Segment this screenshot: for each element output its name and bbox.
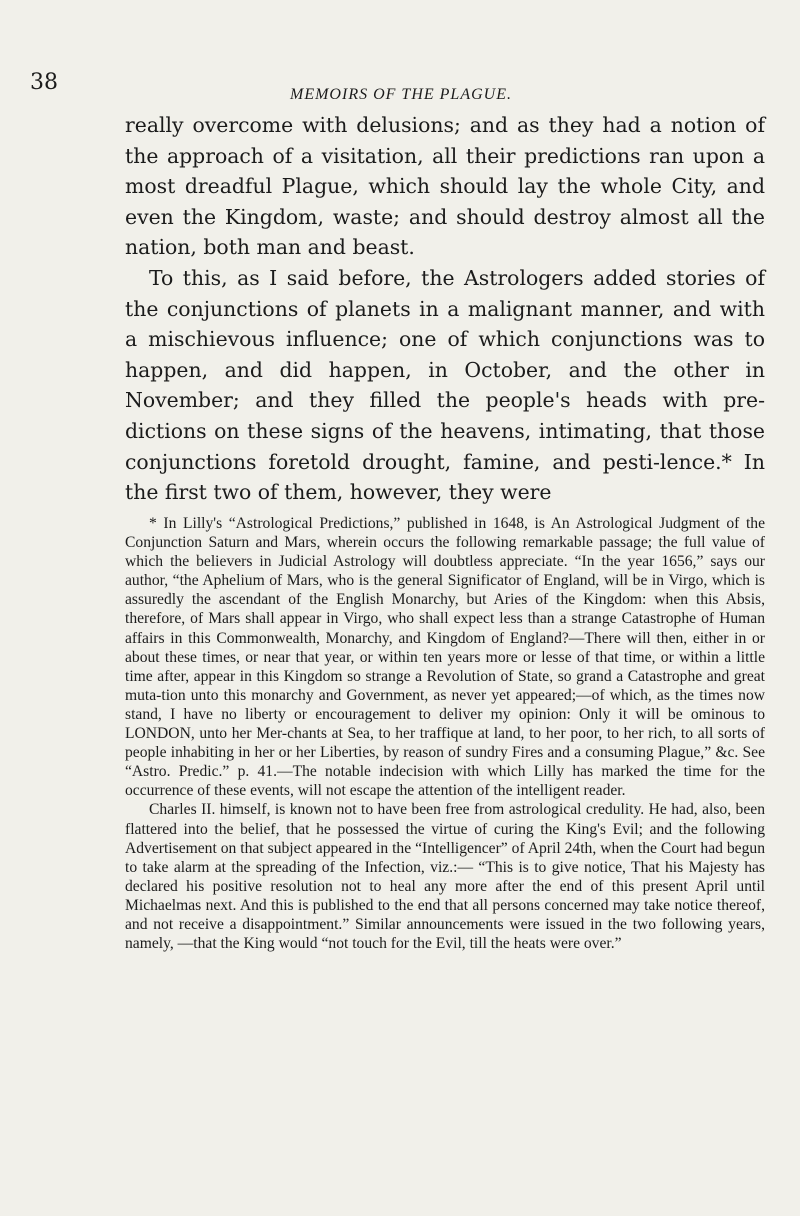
footnote: * In Lilly's “Astrological Predictions,” published in 1648, is An Astrological Judgment of the Conjunction Saturn and Mars, wherein occurs the following remarkable passage; the full value of which the believers in Judicial Astrology will doubtless appreciate. “In the year 1656,” says our author, “the Aphelium of Mars, who is the general Significator of England, will be in Virgo, which is assuredly the ascendant of the English Monarchy, but Aries of the Kingdom: when this Absis, therefore, of Mars shall appear in Virgo, who shall expect less than a strange Catastrophe of Human affairs in this Commonwealth, Monarchy, and Kingdom of England?—There will then, either in or about these times, or near that year, or within ten years more or lesse of that time, or within a little time after, appear in this Kingdom so strange a Revolution of State, so grand a Catastrophe and great muta-tion unto this monarchy and Government, as never yet appeared;—of which, as the times now stand, I have no liberty or encouragement to deliver my opinion: Only it will be ominous to LONDON, unto her Mer-chants at Sea, to her traffique at land, to her poor, to her rich, to all sorts of people inhabiting in her or her Liberties, by reason of sundry Fires and a consuming Plague,” &c. See “Astro. Predic.” p. 41.—The notable indecision with which Lilly has marked the time for the occurrence of these events, will not escape the attention of the intelligent reader. bbox=[125, 515, 765, 800]
body-paragraph: really overcome with delusions; and as they had a notion of the approach of a visitation, all their predictions ran upon a most dreadful Plague, which should lay the whole City, and even the Kingdom, waste; and should destroy almost all the nation, both man and beast. bbox=[125, 113, 765, 260]
running-title: MEMOIRS OF THE PLAGUE. bbox=[290, 86, 512, 103]
body-paragraph: To this, as I said before, the Astrologers added stories of the conjunctions of planets in a malignant manner, and with a mischievous influence; one of which conjunctions was to happen, and did happen, in October, and the other in November; and they filled the people's heads with pre-dictions on these signs of the heavens, intimating, that those conjunctions foretold drought, famine, and pesti-lence.* In the first two of them, however, they were bbox=[125, 266, 765, 505]
main-text bbox=[125, 110, 765, 508]
page-number: 38 bbox=[30, 70, 58, 95]
footnotes bbox=[125, 514, 765, 953]
footnote-continuation: Charles II. himself, is known not to have been free from astrological credulity. He had, also, been flattered into the belief, that he possessed the virtue of curing the King's Evil; and the following Advertisement on that subject appeared in the “Intelligencer” of April 24th, when the Court had begun to take alarm at the spreading of the Infection, viz.:— “This is to give notice, That his Majesty has declared his positive resolution not to heal any more after the end of this present April until Michaelmas next. And this is published to the end that all persons concerned may take notice thereof, and not receive a disappointment.” Similar announcements were issued in the two following years, namely, —that the King would “not touch for the Evil, till the heats were over.” bbox=[125, 801, 765, 953]
